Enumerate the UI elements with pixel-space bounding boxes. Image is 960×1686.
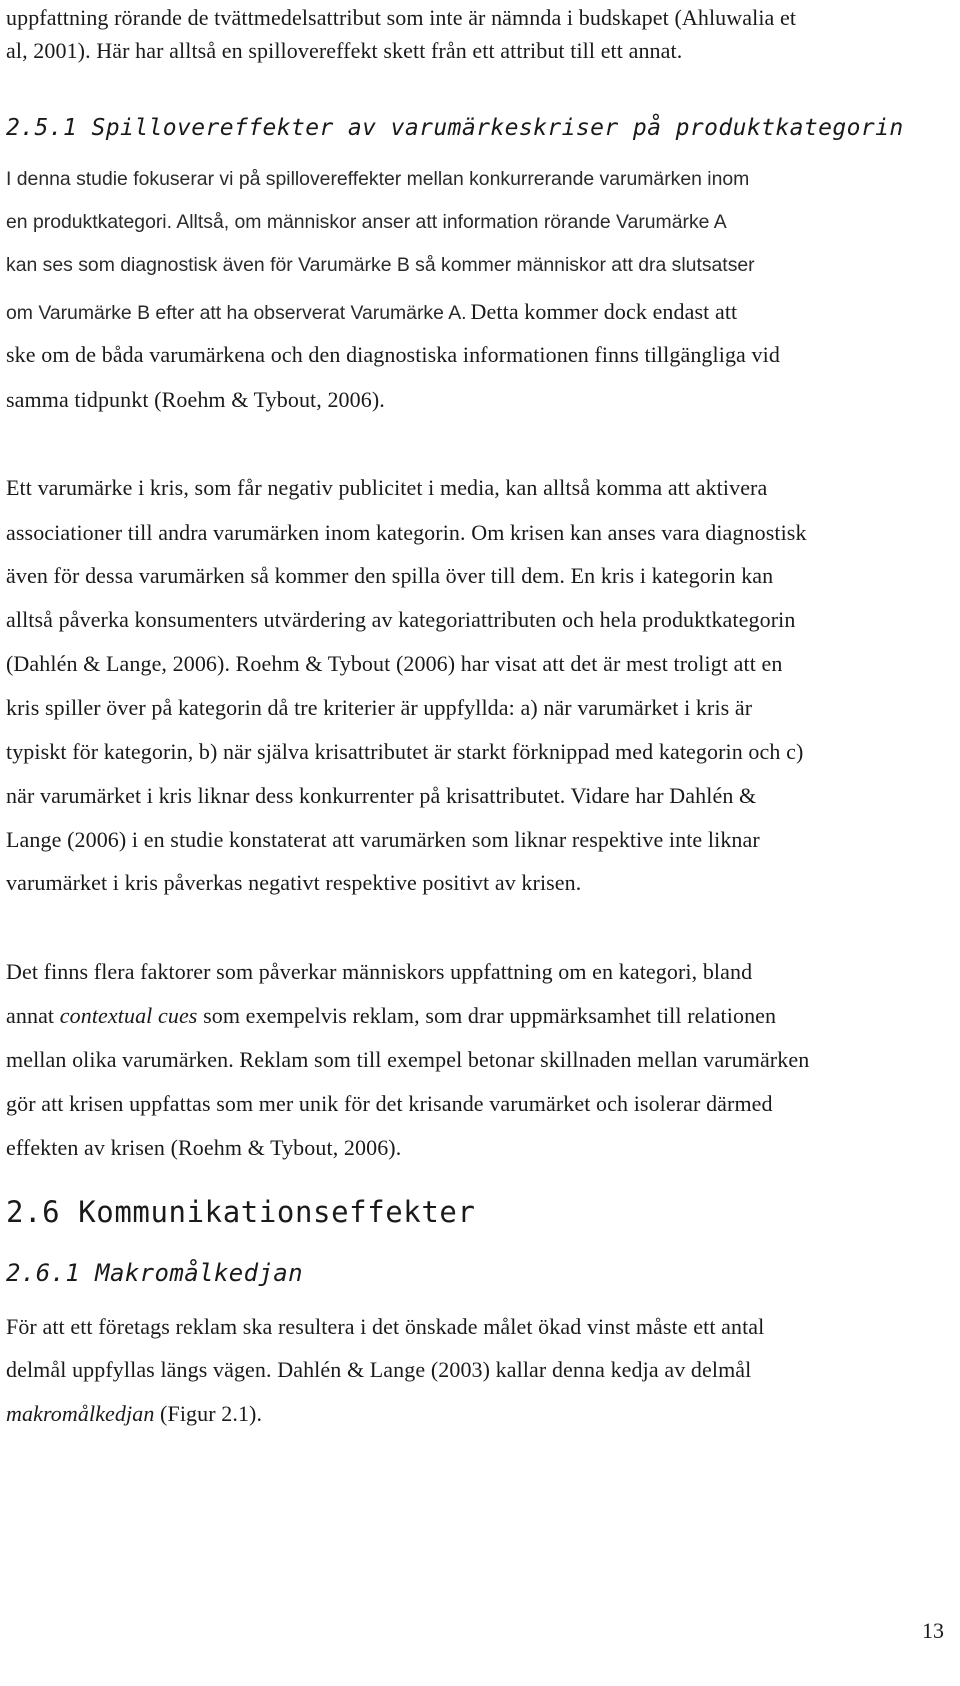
text-segment: om Varumärke B efter att ha observerat Varumärke A. <box>6 302 467 324</box>
section-heading-2-6: 2.6 Kommunikationseffekter <box>6 1195 476 1229</box>
text-line: Lange (2006) i en studie konstaterat att varumärken som liknar respektive inte liknar <box>6 827 760 852</box>
text-line: I denna studie fokuserar vi på spillovereffekter mellan konkurrerande varumärken inom <box>6 168 750 190</box>
text-line: varumärket i kris påverkas negativt respektive positivt av krisen. <box>6 870 582 895</box>
text-line: effekten av krisen (Roehm & Tybout, 2006). <box>6 1135 402 1160</box>
text-line: associationer till andra varumärken inom kategorin. Om krisen kan anses vara diagnostisk <box>6 520 807 545</box>
text-line: (Dahlén & Lange, 2006). Roehm & Tybout (2006) har visat att det är mest troligt att en <box>6 651 783 676</box>
mixed-text-line <box>6 289 737 335</box>
text-line: Det finns flera faktorer som påverkar människors uppfattning om en kategori, bland <box>6 959 753 984</box>
text-segment: som exempelvis reklam, som drar uppmärksamhet till relationen <box>197 1003 777 1028</box>
text-segment: (Figur 2.1). <box>154 1401 263 1426</box>
text-line: delmål uppfyllas längs vägen. Dahlén & Lange (2003) kallar denna kedja av delmål <box>6 1357 752 1382</box>
text-line: samma tidpunkt (Roehm & Tybout, 2006). <box>6 387 385 412</box>
text-segment: annat <box>6 1003 60 1028</box>
text-line: alltså påverka konsumenters utvärdering av kategoriattributen och hela produktkategorin <box>6 607 796 632</box>
text-line <box>6 993 776 1038</box>
text-line: typiskt för kategorin, b) när själva krisattributet är starkt förknippad med kategorin och c) <box>6 739 804 764</box>
text-line: även för dessa varumärken så kommer den spilla över till dem. En kris i kategorin kan <box>6 563 774 588</box>
text-line: när varumärket i kris liknar dess konkurrenter på krisattributet. Vidare har Dahlén & <box>6 783 757 808</box>
emphasis-term: makromålkedjan <box>6 1401 155 1426</box>
text-line: kan ses som diagnostisk även för Varumärke B så kommer människor att dra slutsatser <box>6 254 755 276</box>
text-line: ske om de båda varumärkena och den diagnostiska informationen finns tillgängliga vid <box>6 342 780 367</box>
text-line: gör att krisen uppfattas som mer unik för det krisande varumärket och isolerar därmed <box>6 1091 773 1116</box>
text-line <box>6 1391 262 1436</box>
text-segment: Detta kommer dock endast att <box>470 299 738 324</box>
text-line: kris spiller över på kategorin då tre kriterier är uppfyllda: a) när varumärket i kris är <box>6 695 753 720</box>
text-line: Ett varumärke i kris, som får negativ publicitet i media, kan alltså komma att aktivera <box>6 475 768 500</box>
section-heading-2-5-1: 2.5.1 Spillovereffekter av varumärkeskriser på produktkategorin <box>6 115 904 141</box>
emphasis-term: contextual cues <box>59 1003 198 1028</box>
text-line: mellan olika varumärken. Reklam som till exempel betonar skillnaden mellan varumärken <box>6 1047 810 1072</box>
text-line: uppfattning rörande de tvättmedelsattribut som inte är nämnda i budskapet (Ahluwalia et <box>6 5 797 30</box>
text-line: al, 2001). Här har alltså en spillovereffekt skett från ett attribut till ett annat. <box>6 38 683 63</box>
section-heading-2-6-1: 2.6.1 Makromålkedjan <box>6 1259 303 1287</box>
page-number: 13 <box>922 1618 944 1643</box>
text-line: en produktkategori. Alltså, om människor anser att information rörande Varumärke A <box>6 211 727 233</box>
text-line: För att ett företags reklam ska resultera i det önskade målet ökad vinst måste ett antal <box>6 1314 765 1339</box>
